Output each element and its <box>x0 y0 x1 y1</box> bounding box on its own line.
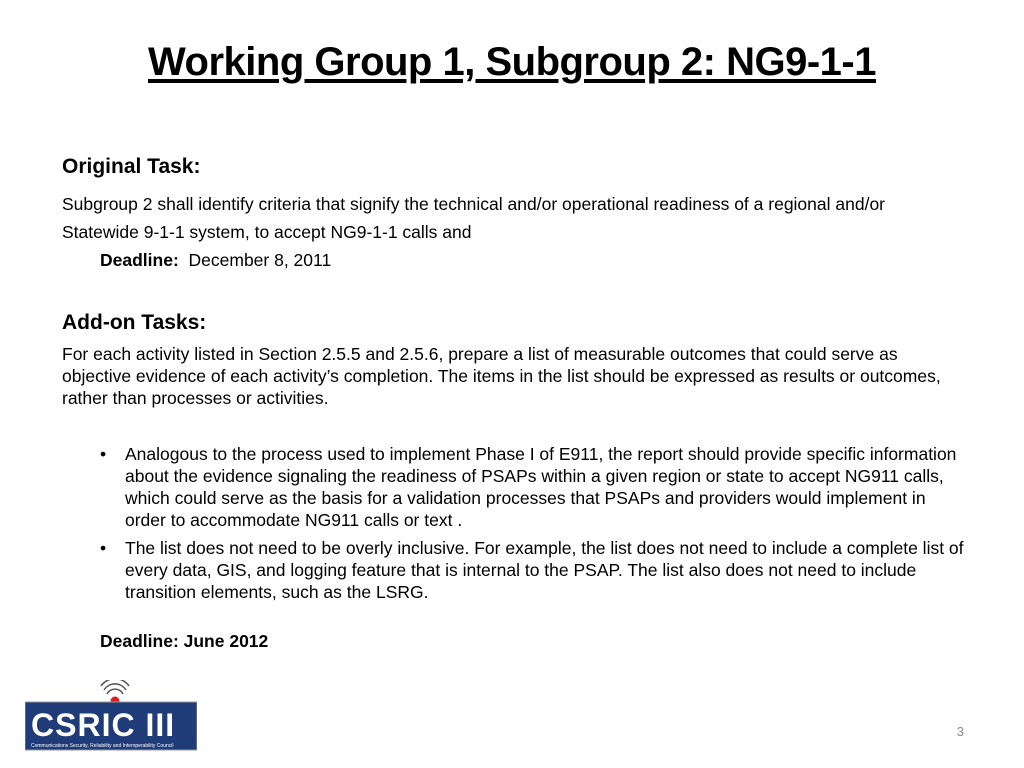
page-number: 3 <box>956 724 964 739</box>
bullet-glyph: • <box>100 538 107 558</box>
svg-text:Communications Security, Relia: Communications Security, Reliability and Interoperability Council <box>31 743 174 749</box>
deadline-label: Deadline: <box>100 250 179 270</box>
original-task-body: Subgroup 2 shall identify criteria that signify the technical and/or operational readiness of a regional and/or Statewide 9-1-1 system, to accept NG9-1-1 calls and <box>62 194 886 242</box>
original-task-deadline <box>100 250 331 271</box>
bullet-text: Analogous to the process used to implement Phase I of E911, the report should provide specific information about the evidence signaling the readiness of PSAPs within a given region or state to accept NG911 calls, which could serve as the basis for a validation processes that PSAPs and providers would implement in order to accommodate NG911 calls or text . <box>125 444 957 530</box>
bullet-glyph: • <box>100 444 107 464</box>
addon-tasks-heading: Add-on Tasks: <box>62 311 207 334</box>
slide-title: Working Group 1, Subgroup 2: NG9-1-1 <box>148 40 876 84</box>
svg-text:CSRIC III: CSRIC III <box>31 707 176 743</box>
bullet-item <box>100 443 970 531</box>
bullet-item <box>100 537 970 603</box>
deadline-value: December 8, 2011 <box>188 250 332 270</box>
addon-tasks-deadline: Deadline: June 2012 <box>100 631 269 651</box>
csric-logo <box>25 680 197 752</box>
addon-tasks-bullet-list <box>100 443 970 609</box>
addon-tasks-body: For each activity listed in Section 2.5.5 and 2.5.6, prepare a list of measurable outcomes that could serve as objective evidence of each activity’s completion. The items in the list should be expressed as results or outcomes, rather than processes or activities. <box>62 344 941 408</box>
bullet-text: The list does not need to be overly inclusive. For example, the list does not need to include a complete list of every data, GIS, and logging feature that is internal to the PSAP. The list also does not need to include transition elements, such as the LSRG. <box>125 538 964 602</box>
original-task-heading: Original Task: <box>62 155 201 178</box>
